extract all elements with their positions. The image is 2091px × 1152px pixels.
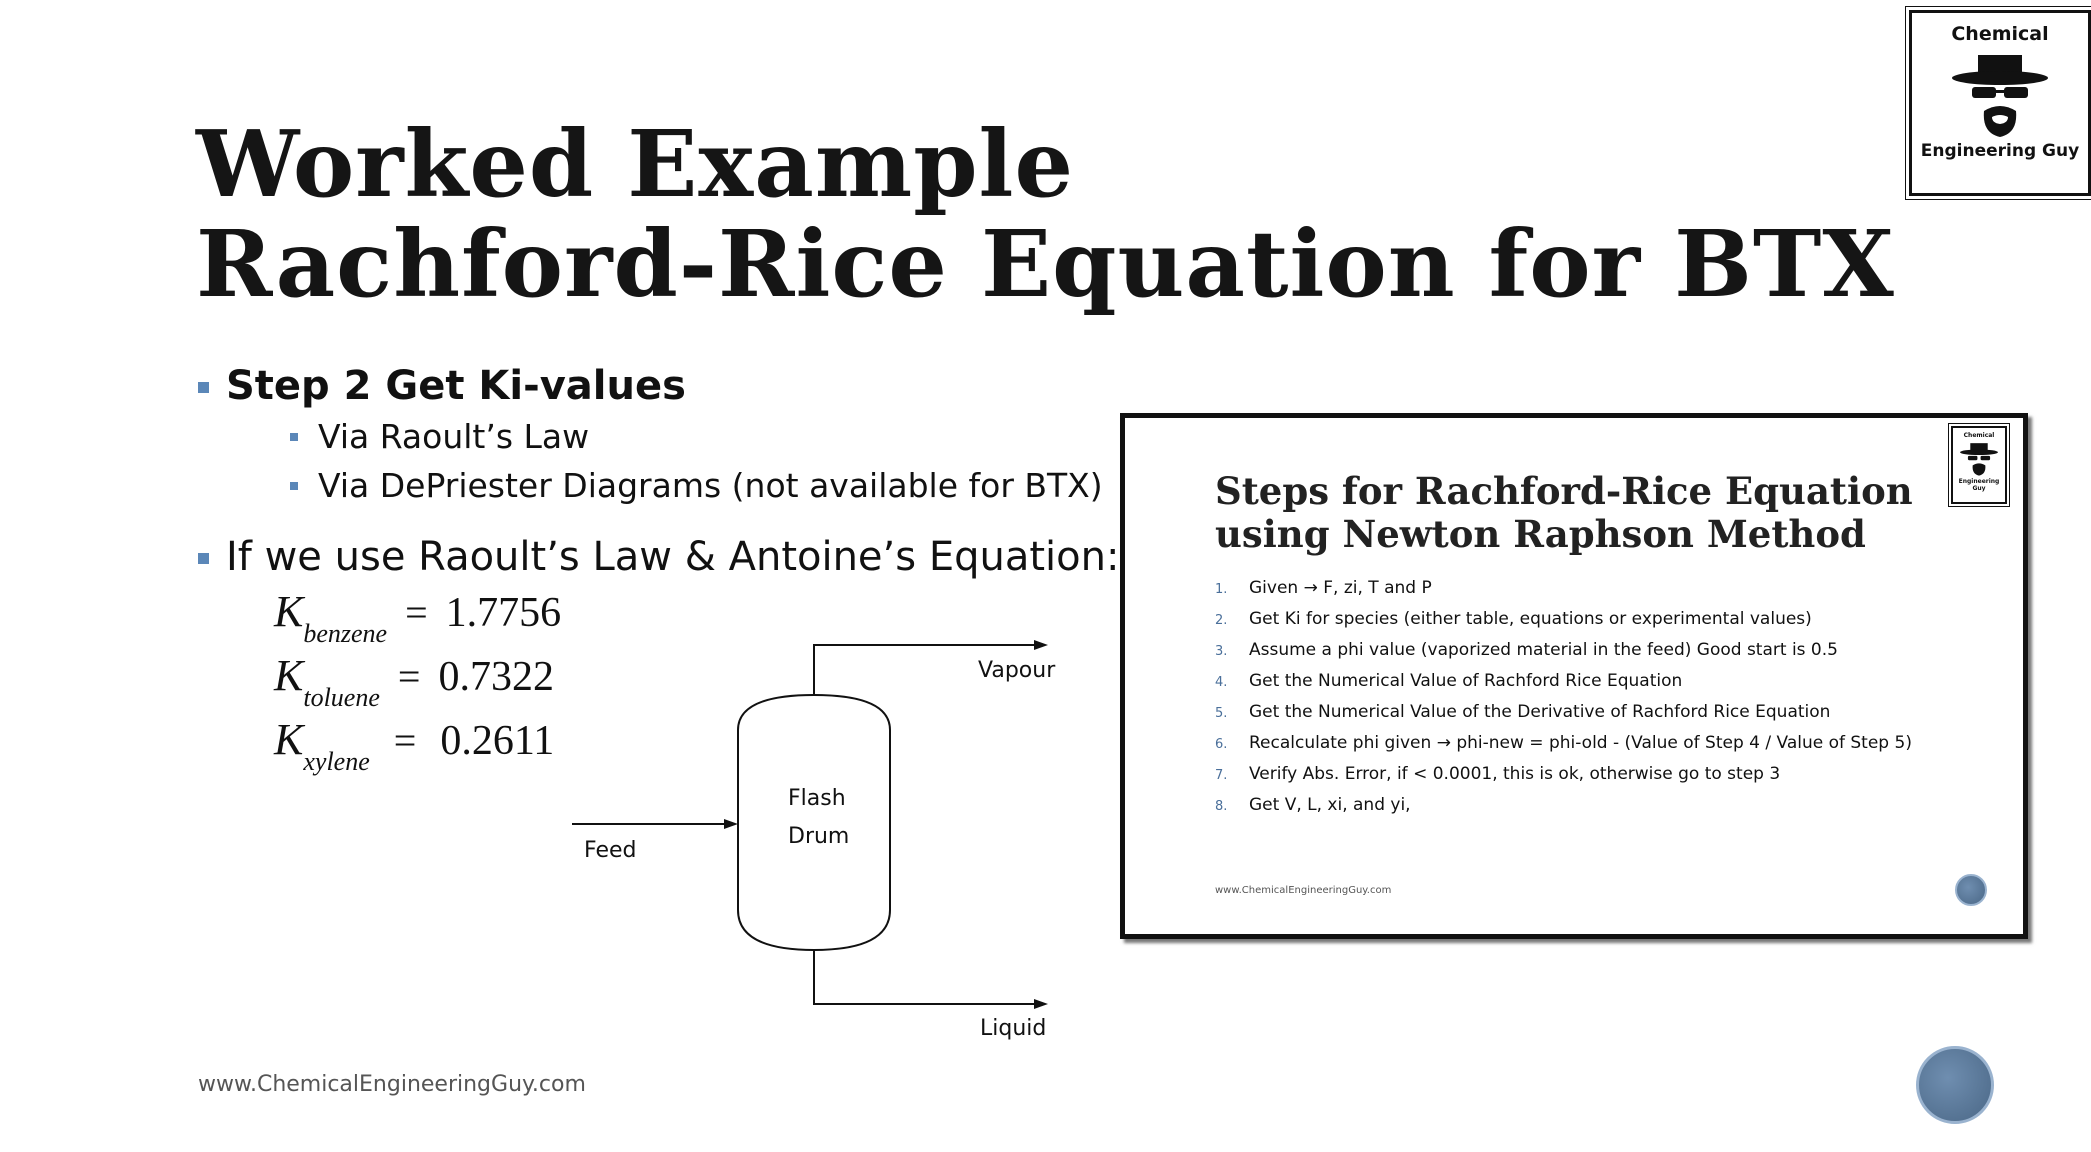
step-number: 5. bbox=[1215, 706, 1228, 721]
sub-bullet-marker bbox=[290, 482, 298, 490]
eq-symbol: K bbox=[274, 651, 304, 700]
equation-k-toluene bbox=[274, 651, 554, 712]
inset-step bbox=[1215, 733, 1912, 764]
footer-url: www.ChemicalEngineeringGuy.com bbox=[198, 1072, 586, 1097]
step-text: Get the Numerical Value of Rachford Rice Equation bbox=[1249, 671, 1683, 691]
inset-title-line-1: Steps for Rachford-Rice Equation bbox=[1215, 469, 1913, 513]
inset-logo-badge bbox=[1951, 426, 2007, 504]
eq-value: 0.7322 bbox=[438, 654, 554, 700]
bullet-step-2: Step 2 Get Ki-values bbox=[226, 363, 686, 409]
inset-title bbox=[1215, 470, 1913, 556]
step-number: 6. bbox=[1215, 737, 1228, 752]
inset-step bbox=[1215, 671, 1912, 702]
liquid-line bbox=[814, 950, 1034, 1004]
eq-symbol: K bbox=[274, 587, 304, 636]
inset-step bbox=[1215, 702, 1912, 733]
step-text: Get V, L, xi, and yi, bbox=[1249, 795, 1411, 815]
sub-bullet-depriester: Via DePriester Diagrams (not available for BTX) bbox=[318, 466, 1103, 505]
inset-step bbox=[1215, 609, 1912, 640]
step-number: 1. bbox=[1215, 582, 1228, 597]
sub-bullet-marker bbox=[290, 433, 298, 441]
inset-nav-button[interactable] bbox=[1955, 874, 1987, 906]
step-number: 8. bbox=[1215, 799, 1228, 814]
logo-text-bottom: Engineering Guy bbox=[1920, 141, 2080, 161]
inset-footer-url: www.ChemicalEngineeringGuy.com bbox=[1215, 885, 1392, 896]
logo-icon bbox=[1950, 47, 2050, 143]
nav-circle-button[interactable] bbox=[1916, 1046, 1994, 1124]
step-number: 3. bbox=[1215, 644, 1228, 659]
eq-subscript: xylene bbox=[303, 747, 370, 776]
inset-step bbox=[1215, 578, 1912, 609]
eq-operator: = bbox=[393, 718, 417, 763]
eq-subscript: toluene bbox=[303, 683, 380, 712]
inset-slide bbox=[1120, 413, 2028, 939]
eq-value: 0.2611 bbox=[440, 718, 555, 764]
step-text: Recalculate phi given → phi-new = phi-old - (Value of Step 4 / Value of Step 5) bbox=[1249, 733, 1912, 753]
logo-badge bbox=[1909, 10, 2091, 196]
step-text: Assume a phi value (vaporized material in the feed) Good start is 0.5 bbox=[1249, 640, 1838, 660]
bullet-marker bbox=[198, 382, 209, 393]
inset-title-line-2: using Newton Raphson Method bbox=[1215, 512, 1866, 556]
eq-subscript: benzene bbox=[303, 619, 388, 648]
diagram-label-drum: Drum bbox=[788, 824, 850, 849]
equation-k-xylene bbox=[274, 715, 555, 776]
sub-bullet-raoult: Via Raoult’s Law bbox=[318, 417, 590, 456]
step-text: Given → F, zi, T and P bbox=[1249, 578, 1432, 598]
inset-steps-list bbox=[1215, 578, 1912, 826]
diagram-label-flash: Flash bbox=[788, 786, 846, 811]
diagram-label-feed: Feed bbox=[584, 838, 637, 863]
eq-symbol: K bbox=[274, 715, 304, 764]
drum-vessel bbox=[738, 695, 890, 950]
step-number: 4. bbox=[1215, 675, 1228, 690]
eq-operator: = bbox=[397, 654, 421, 699]
step-number: 2. bbox=[1215, 613, 1228, 628]
inset-step bbox=[1215, 764, 1912, 795]
liquid-arrow bbox=[1034, 999, 1048, 1009]
slide-title-line-2: Rachford-Rice Equation for BTX bbox=[196, 210, 1895, 318]
inset-step bbox=[1215, 795, 1912, 826]
feed-arrow bbox=[724, 819, 738, 829]
bullet-marker bbox=[198, 553, 209, 564]
step-text: Get Ki for species (either table, equations or experimental values) bbox=[1249, 609, 1812, 629]
equation-k-benzene bbox=[274, 587, 562, 648]
vapour-arrow bbox=[1034, 640, 1048, 650]
slide-title-line-1: Worked Example bbox=[196, 110, 1075, 218]
inset-logo-text-bottom: Engineering Guy bbox=[1958, 478, 2000, 492]
inset-logo-icon bbox=[1959, 440, 1999, 478]
diagram-label-vapour: Vapour bbox=[978, 658, 1056, 683]
step-number: 7. bbox=[1215, 768, 1228, 783]
inset-step bbox=[1215, 640, 1912, 671]
bullet-if-we-use: If we use Raoult’s Law & Antoine’s Equation: bbox=[226, 534, 1120, 580]
diagram-label-liquid: Liquid bbox=[980, 1016, 1047, 1041]
eq-operator: = bbox=[405, 590, 428, 635]
step-text: Verify Abs. Error, if < 0.0001, this is ok, otherwise go to step 3 bbox=[1249, 764, 1781, 784]
logo-text-top: Chemical bbox=[1951, 23, 2049, 45]
inset-logo-text-top: Chemical bbox=[1963, 432, 1995, 439]
step-text: Get the Numerical Value of the Derivative of Rachford Rice Equation bbox=[1249, 702, 1831, 722]
eq-value: 1.7756 bbox=[445, 590, 562, 636]
